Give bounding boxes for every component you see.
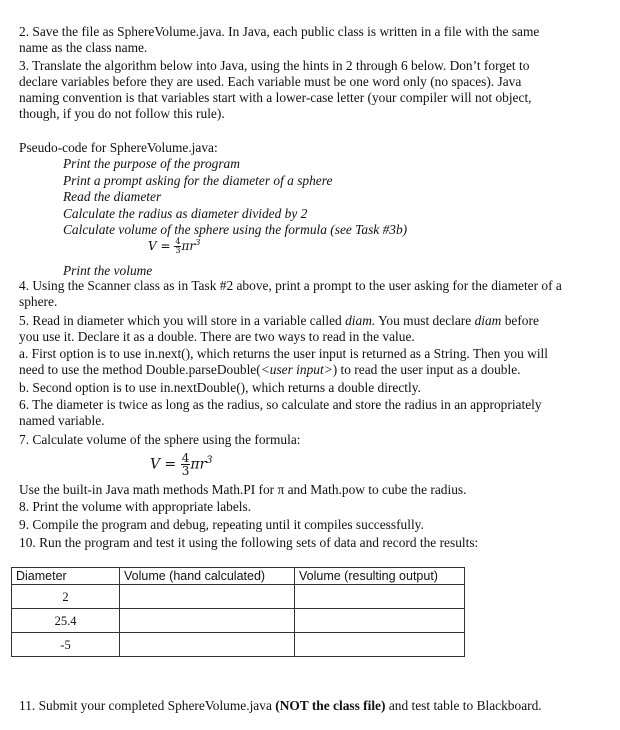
- step-4-line-2: sphere.: [19, 294, 58, 309]
- cell-volume-hand[interactable]: [120, 585, 295, 609]
- step-3-line-1: 3. Translate the algorithm below into Java, using the hints in 2 through 6 below. Don’t forget to: [19, 58, 530, 73]
- cell-volume-output[interactable]: [295, 585, 465, 609]
- pseudo-line: Calculate the radius as diameter divided by 2: [63, 206, 308, 221]
- step-3-line-3: naming convention is that variables start with a lower-case letter (your compiler will not object,: [19, 90, 532, 105]
- header-volume-output: Volume (resulting output): [295, 568, 465, 585]
- step-10-line: 10. Run the program and test it using the following sets of data and record the results:: [19, 535, 479, 550]
- step-2-line-1: 2. Save the file as SphereVolume.java. In Java, each public class is written in a file with the same: [19, 24, 540, 39]
- step-7-line: 7. Calculate volume of the sphere using the formula:: [19, 432, 301, 447]
- option-b-line: b. Second option is to use in.nextDouble(), which returns a double directly.: [19, 380, 421, 395]
- pseudo-line: Calculate volume of the sphere using the formula (see Task #3b): [63, 222, 408, 237]
- pseudo-line: Print the purpose of the program: [63, 156, 240, 171]
- cell-volume-output[interactable]: [295, 609, 465, 633]
- step-6-line-2: named variable.: [19, 413, 105, 428]
- header-diameter: Diameter: [12, 568, 120, 585]
- step-8-line: 8. Print the volume with appropriate labels.: [19, 499, 252, 514]
- option-a-line-2: need to use the method Double.parseDouble(<user input>) to read the user input as a double.: [19, 362, 521, 377]
- cell-diameter: 2: [12, 585, 120, 609]
- pseudo-line-last: Print the volume: [63, 263, 153, 278]
- table-row: [12, 585, 465, 609]
- math-methods-line: Use the built-in Java math methods Math.PI for π and Math.pow to cube the radius.: [19, 482, 467, 497]
- step-4-line-1: 4. Using the Scanner class as in Task #2 above, print a prompt to the user asking for the diameter of a: [19, 278, 562, 293]
- option-a-line-1: a. First option is to use in.next(), which returns the user input is returned as a String. Then you will: [19, 346, 548, 361]
- table-row: [12, 609, 465, 633]
- step-9-line: 9. Compile the program and debug, repeating until it compiles successfully.: [19, 517, 424, 532]
- cell-volume-hand[interactable]: [120, 633, 295, 657]
- step-3-line-4: though, if you do not follow this rule).: [19, 106, 225, 121]
- step-6-line-1: 6. The diameter is twice as long as the radius, so calculate and store the radius in an appropriately: [19, 397, 542, 412]
- results-table: [11, 567, 465, 657]
- sphere-volume-formula: V = $\frac{4}{3}$ $\pi r^3$: [150, 451, 213, 478]
- header-volume-hand: Volume (hand calculated): [120, 568, 295, 585]
- sphere-volume-formula-small: V = $\frac{4}{3}$ $\pi r^3$: [148, 237, 201, 255]
- cell-diameter: -5: [12, 633, 120, 657]
- step-2-line-2: name as the class name.: [19, 40, 148, 55]
- step-3-line-2: declare variables before they are used. Each variable must be one word only (no spaces). Java: [19, 74, 522, 89]
- pseudo-line: Print a prompt asking for the diameter of a sphere: [63, 173, 333, 188]
- step-11-line: 11. Submit your completed SphereVolume.java (NOT the class file) and test table to Blackboard.: [19, 698, 542, 713]
- cell-volume-hand[interactable]: [120, 609, 295, 633]
- step-5-line-1: 5. Read in diameter which you will store in a variable called diam. You must declare diam before: [19, 313, 539, 328]
- table-row: [12, 633, 465, 657]
- pseudo-line: Read the diameter: [63, 189, 162, 204]
- cell-volume-output[interactable]: [295, 633, 465, 657]
- pseudo-code-title: Pseudo-code for SphereVolume.java:: [19, 140, 218, 155]
- cell-diameter: 25.4: [12, 609, 120, 633]
- step-5-line-2: you use it. Declare it as a double. There are two ways to read in the value.: [19, 329, 415, 344]
- table-header-row: [12, 568, 465, 585]
